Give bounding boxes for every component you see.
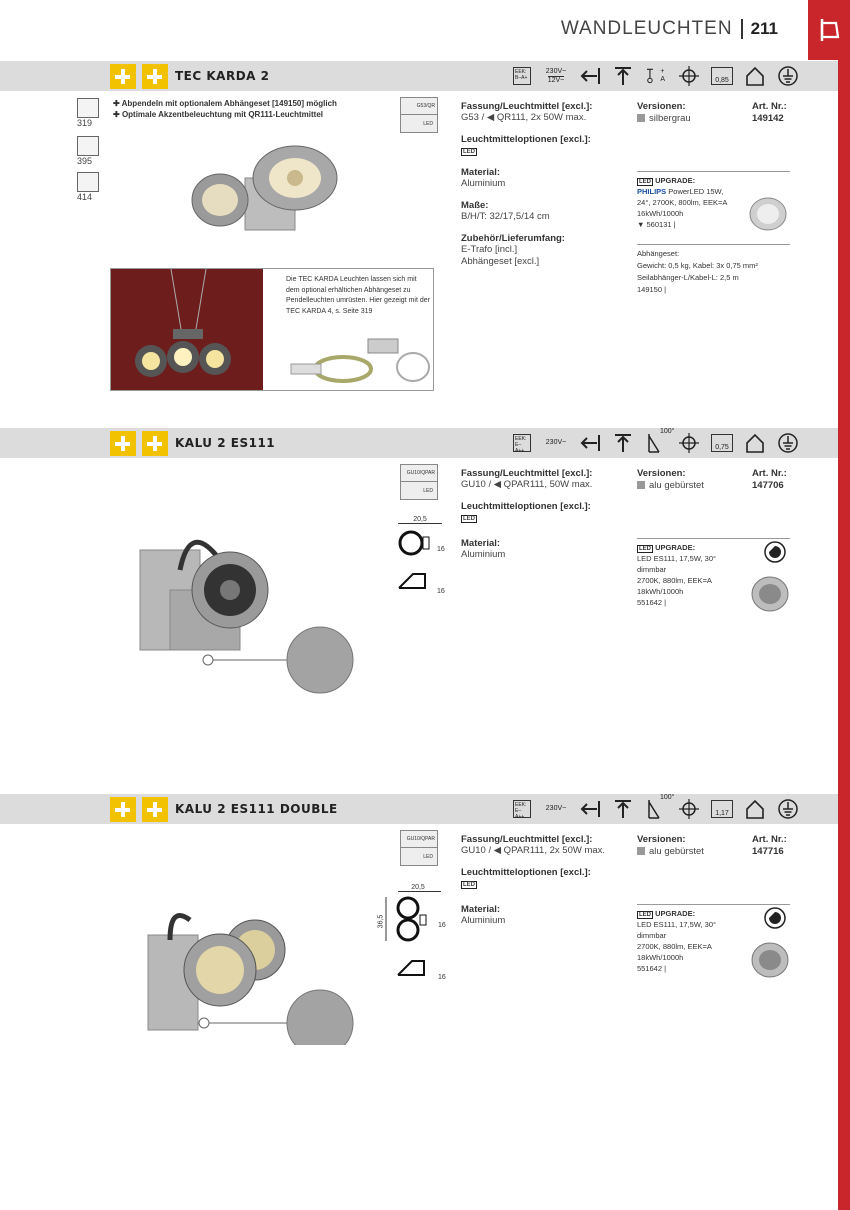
version-row[interactable]: alu gebürstet (637, 480, 704, 492)
fassung-value: GU10 / ◀ QPAR111, 50W max. (461, 479, 593, 490)
article-number[interactable]: 147716 (752, 846, 784, 857)
plus-icon (110, 797, 136, 822)
version-row[interactable]: alu gebürstet (637, 846, 704, 858)
spot-lamp-icon (77, 136, 99, 156)
front-view-drawing (395, 528, 439, 558)
plus-icon (142, 797, 168, 822)
masse-value: B/H/T: 32/17,5/14 cm (461, 211, 550, 222)
color-swatch (637, 481, 645, 489)
upgrade-box: LED UPGRADE: LED ES111, 17,5W, 30° dimmbar 2700K, 880lm, EEK=A 18kWh/1000h 551642 | (637, 909, 717, 973)
ceiling-mount-icon (611, 432, 635, 454)
article-number[interactable]: 147706 (752, 480, 784, 491)
rotate-icon (677, 798, 701, 820)
bulb-options-box (400, 97, 438, 133)
dim-depth: 16 (438, 922, 446, 929)
upgrade-box: LED UPGRADE: PHILIPS PowerLED 15W, 24°, 2700K, 800lm, EEK=A 16kWh/1000h ▼ 560131 | (637, 176, 728, 229)
divider (637, 171, 790, 172)
energy-label-icon: EEK: E–A++ (510, 432, 534, 454)
weight-icon: 1,17 (710, 798, 734, 820)
bulb-halogen-icon: G53/QR (400, 97, 438, 115)
feature-item: ✚ Abpendeln mit optionalem Abhängeset [149150] möglich (113, 99, 337, 108)
dimmable-icon (763, 906, 787, 930)
chapter-tab[interactable] (808, 0, 850, 60)
page-header (561, 18, 778, 40)
bulb-halogen-icon: GU10/QPAR (400, 464, 438, 482)
options-label: Leuchtmitteloptionen [excl.]: (461, 867, 591, 878)
bulb-halogen-icon: GU10/QPAR (400, 830, 438, 848)
haengeset-box: Abhängeset: Gewicht: 0,5 kg, Kabel: 3x 0,75 mm² Seilabhänger-L/Kabel-L: 2,5 m 149150 | (637, 249, 758, 294)
material-value: Aluminium (461, 549, 506, 560)
divider (637, 244, 790, 245)
voltage-icon: 230V~ (545, 439, 567, 446)
fassung-label: Fassung/Leuchtmittel [excl.]: (461, 834, 593, 845)
dimmable-icon (763, 540, 787, 564)
symbol-row (510, 794, 800, 820)
symbol-row (510, 65, 800, 87)
dimension-drawings (378, 884, 448, 987)
header-divider (741, 19, 743, 39)
product-image-kalu-2-es111 (130, 520, 360, 695)
protection-class-icon (776, 65, 800, 87)
fassung-label: Fassung/Leuchtmittel [excl.]: (461, 468, 593, 479)
options-value: LED (463, 149, 475, 155)
spec-column (461, 468, 631, 561)
dim-width: 20,5 (411, 884, 425, 891)
symbol-row (510, 428, 800, 454)
rotate-icon (677, 432, 701, 454)
chapter-strip (838, 60, 850, 1210)
artnr-label: Art. Nr.: (752, 468, 787, 479)
page-number: 211 (750, 19, 778, 38)
options-label: Leuchtmitteloptionen [excl.]: (461, 501, 591, 512)
bulb-options-box (400, 830, 438, 866)
options-value: LED (463, 882, 475, 888)
artnr-label: Art. Nr.: (752, 101, 787, 112)
wall-mount-icon (578, 432, 602, 454)
wall-lamp-icon (816, 15, 842, 45)
front-view-drawing (378, 895, 444, 943)
wall-mount-icon (578, 65, 602, 87)
plus-icon (110, 431, 136, 456)
side-view-drawing (395, 568, 439, 598)
plus-icon (110, 64, 136, 89)
pendant-photo (111, 269, 263, 390)
options-value: LED (463, 516, 475, 522)
versionen-label: Versionen: (637, 468, 686, 479)
side-ref-2[interactable]: 395 (77, 136, 99, 166)
product-band-tec-karda-2 (0, 61, 838, 91)
led-bulb-image (750, 575, 790, 613)
dim-height: 16 (438, 974, 446, 981)
product-title: KALU 2 ES111 DOUBLE (175, 802, 338, 816)
upgrade-box: LED UPGRADE: LED ES111, 17,5W, 30° dimmbar 2700K, 880lm, EEK=A 18kWh/1000h 551642 | (637, 543, 717, 607)
product-image-tec-karda-2 (190, 138, 350, 248)
side-view-drawing (378, 955, 444, 985)
wall-mount-icon (578, 798, 602, 820)
dim-width: 20,5 (413, 516, 427, 523)
protection-class-icon (776, 432, 800, 454)
beam-angle-icon: 100° (644, 798, 668, 820)
led-bulb-image (748, 196, 788, 232)
feature-item: ✚ Optimale Akzentbeleuchtung mit QR111-Leuchtmittel (113, 110, 324, 119)
height-adjust-icon: + A (644, 65, 668, 87)
product-title: KALU 2 ES111 (175, 436, 276, 450)
weight-icon: 0,75 (710, 432, 734, 454)
masse-label: Maße: (461, 200, 489, 211)
plus-icon (142, 64, 168, 89)
zubehoer-value-2: Abhängeset [excl.] (461, 256, 540, 267)
ceiling-lamp-icon (77, 98, 99, 118)
bulb-led-icon: LED (400, 848, 438, 866)
product-title: TEC KARDA 2 (175, 69, 270, 83)
protection-class-icon (776, 798, 800, 820)
ceiling-mount-icon (611, 798, 635, 820)
indoor-icon (743, 798, 767, 820)
fassung-label: Fassung/Leuchtmittel [excl.]: (461, 101, 593, 112)
material-label: Material: (461, 904, 501, 915)
weight-icon: 0,85 (710, 65, 734, 87)
dim-height: 16 (437, 588, 445, 595)
feature-list (113, 98, 383, 120)
rotate-icon (677, 65, 701, 87)
spec-column (461, 101, 631, 268)
voltage-icon: $\frac{230V\sim}{12V\sim}$ (545, 67, 567, 84)
material-value: Aluminium (461, 178, 506, 189)
color-swatch (637, 847, 645, 855)
versionen-label: Versionen: (637, 101, 686, 112)
product-image-kalu-2-es111-double (130, 895, 360, 1045)
spec-column (461, 834, 631, 927)
material-label: Material: (461, 538, 501, 549)
dimension-drawings (395, 516, 445, 600)
artnr-label: Art. Nr.: (752, 834, 787, 845)
indoor-icon (743, 432, 767, 454)
article-number[interactable]: 149142 (752, 113, 784, 124)
plus-icon (142, 431, 168, 456)
fassung-value: GU10 / ◀ QPAR111, 2x 50W max. (461, 845, 606, 856)
ceiling-mount-icon (611, 65, 635, 87)
product-band-kalu-2-es111 (0, 428, 838, 458)
side-ref-1[interactable]: 319 (77, 98, 99, 128)
zubehoer-value-1: E-Trafo [incl.] (461, 244, 518, 255)
indoor-icon (743, 65, 767, 87)
divider (637, 904, 790, 905)
divider (637, 538, 790, 539)
bulb-led-icon: LED (400, 482, 438, 500)
spot-lamp-icon (77, 172, 99, 192)
section-title: WANDLEUCHTEN (560, 18, 733, 39)
version-row[interactable]: silbergrau (637, 113, 691, 125)
fassung-value: G53 / ◀ QR111, 2x 50W max. (461, 112, 587, 123)
versionen-label: Versionen: (637, 834, 686, 845)
dim-tall: 36,5 (377, 914, 385, 929)
product-band-kalu-2-es111-double (0, 794, 838, 824)
energy-label-icon: EEK: B–A+ (510, 65, 534, 87)
beam-angle-icon: 100° (644, 432, 668, 454)
energy-label-icon: EEK: E–A++ (510, 798, 534, 820)
pendant-photo-panel (110, 268, 434, 391)
side-ref-3[interactable]: 414 (77, 172, 99, 202)
photo-caption: Die TEC KARDA Leuchten lassen sich mit dem optional erhältichen Abhängeset zu Pendelleuchten umrüsten. Hier gezeigt mit der TEC KARDA 4, s. Seite 319 (286, 276, 430, 315)
zubehoer-label: Zubehör/Lieferumfang: (461, 233, 565, 244)
led-bulb-image (750, 941, 790, 979)
bulb-led-icon: LED (400, 115, 438, 133)
material-label: Material: (461, 167, 501, 178)
voltage-icon: 230V~ (545, 805, 567, 812)
color-swatch (637, 114, 645, 122)
options-label: Leuchtmitteloptionen [excl.]: (461, 134, 591, 145)
bulb-options-box (400, 464, 438, 500)
accessory-kit-image (283, 329, 433, 389)
dim-depth: 16 (437, 546, 445, 553)
material-value: Aluminium (461, 915, 506, 926)
